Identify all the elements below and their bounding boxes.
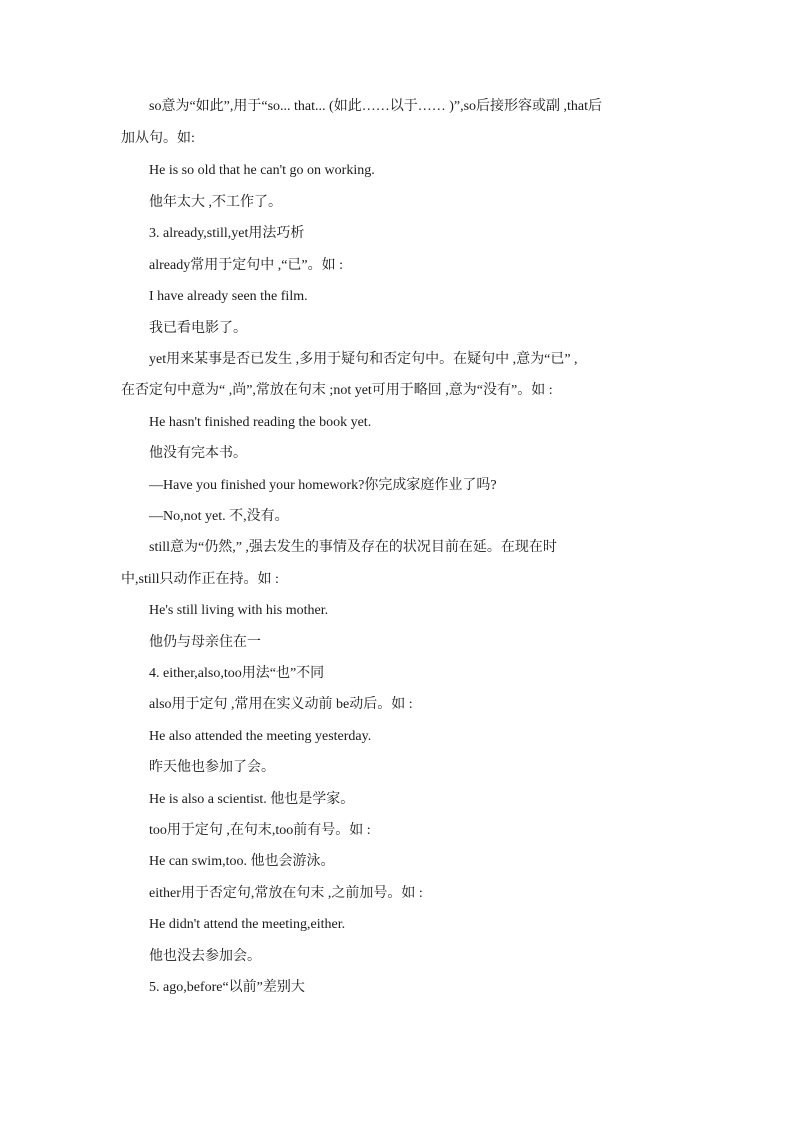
- text-line: too用于定句 ,在句末,too前有号。如 :: [149, 823, 371, 838]
- text-line: 中,still只动作正在持。如 :: [121, 572, 279, 587]
- text-line: He's still living with his mother.: [149, 603, 329, 618]
- section-heading: 5. ago,before“以前”差别大: [149, 980, 305, 995]
- text-line: 昨天他也参加了会。: [149, 760, 275, 775]
- text-line: He is so old that he can't go on working.: [149, 163, 375, 178]
- text-line: He also attended the meeting yesterday.: [149, 729, 372, 744]
- text-line: 加从句。如:: [121, 131, 195, 146]
- section-heading: 4. either,also,too用法“也”不同: [149, 666, 325, 681]
- text-line: He didn't attend the meeting,either.: [149, 917, 346, 932]
- text-line: I have already seen the film.: [149, 289, 308, 304]
- text-line: already常用于定句中 ,“已”。如 :: [149, 258, 344, 273]
- text-line: so意为“如此”,用于“so... that... (如此……以于…… )”,so后接形容或副 ,that后: [149, 99, 603, 114]
- text-line: 他年太大 ,不工作了。: [149, 195, 282, 210]
- text-line: —No,not yet. 不,没有。: [149, 509, 289, 524]
- text-line: yet用来某事是否已发生 ,多用于疑句和否定句中。在疑句中 ,意为“已” ,: [149, 352, 578, 367]
- text-line: 在否定句中意为“ ,尚”,常放在句末 ;not yet可用于略回 ,意为“没有”。如 :: [121, 383, 553, 398]
- text-line: —Have you finished your homework?你完成家庭作业了吗?: [149, 478, 497, 493]
- text-line: 我已看电影了。: [149, 321, 247, 336]
- text-line: 他也没去参加会。: [149, 949, 261, 964]
- text-line: He hasn't finished reading the book yet.: [149, 415, 372, 430]
- text-line: He is also a scientist. 他也是学家。: [149, 792, 355, 807]
- text-line: He can swim,too. 他也会游泳。: [149, 854, 335, 869]
- text-line: also用于定句 ,常用在实义动前 be动后。如 :: [149, 697, 413, 712]
- text-line: 他仍与母亲住在一: [149, 635, 261, 650]
- text-line: either用于否定句,常放在句末 ,之前加号。如 :: [149, 886, 423, 901]
- section-heading: 3. already,still,yet用法巧析: [149, 226, 305, 241]
- text-line: 他没有完本书。: [149, 446, 247, 461]
- text-line: still意为“仍然,” ,强去发生的事情及存在的状况目前在延。在现在时: [149, 540, 557, 555]
